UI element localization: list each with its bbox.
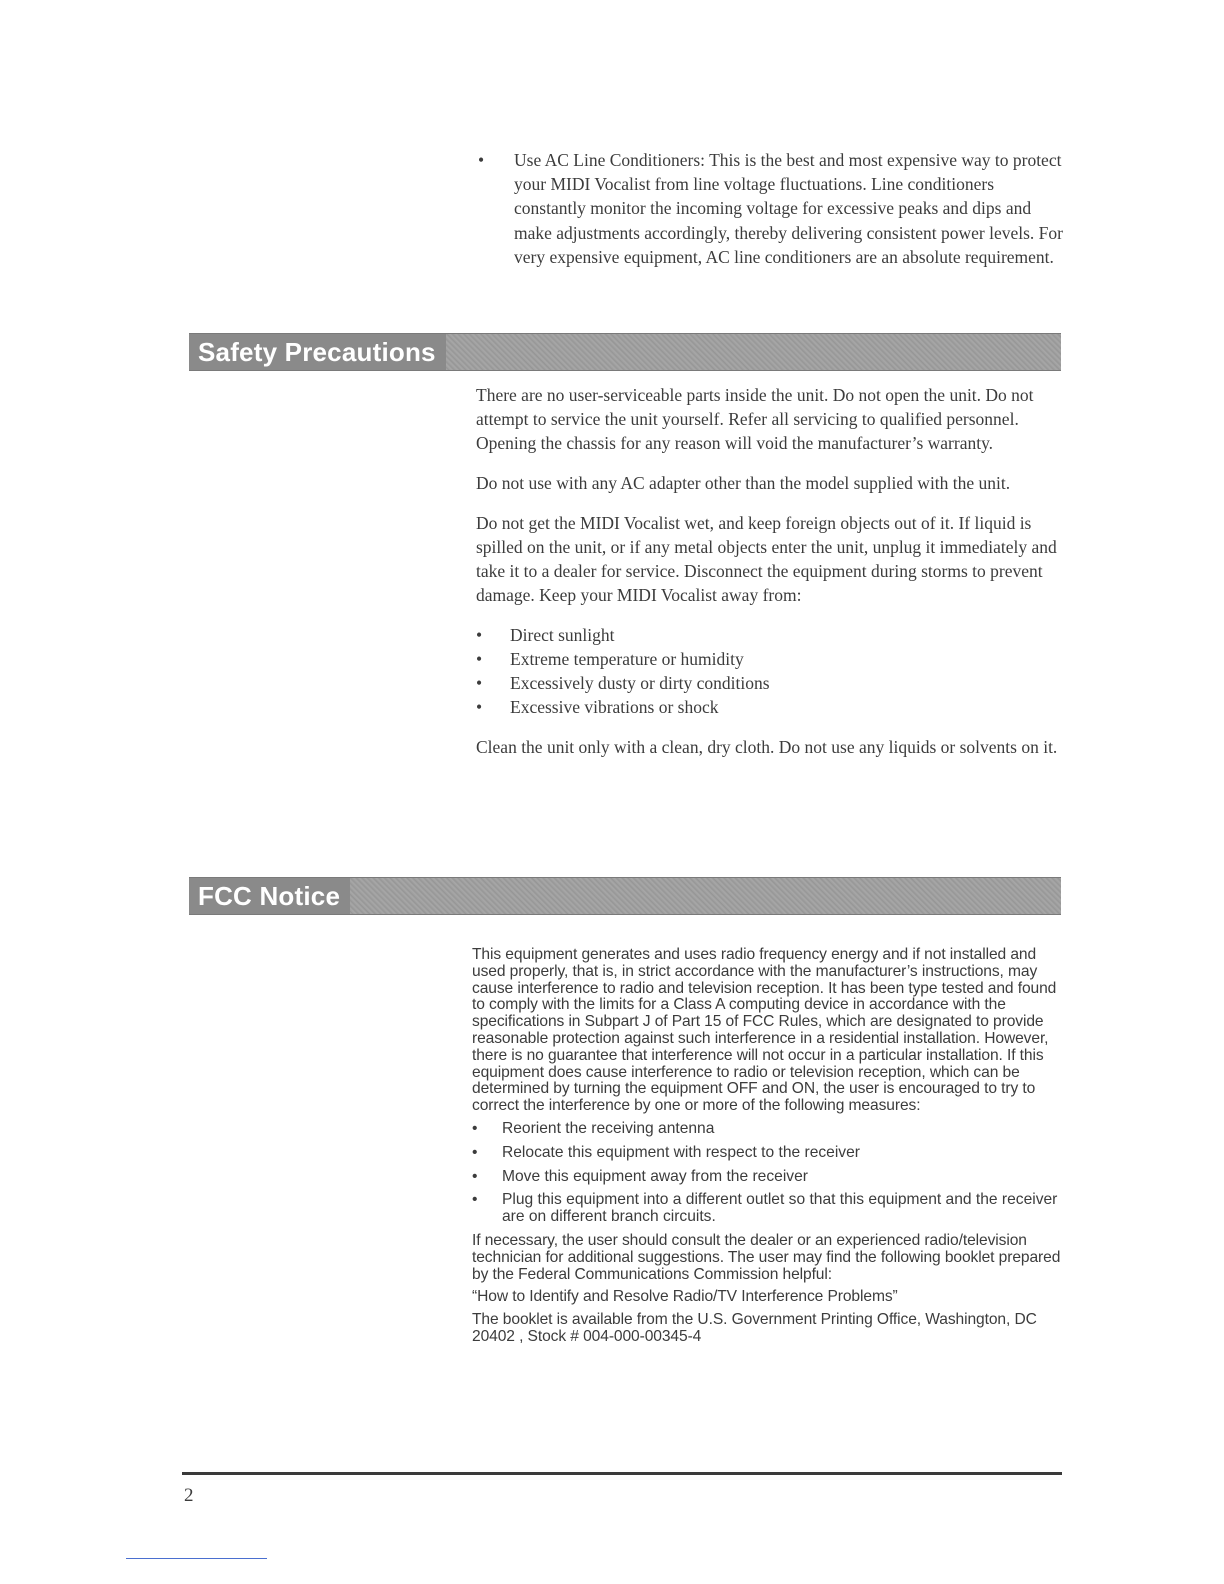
list-item: • Direct sunlight [476, 625, 615, 645]
list-item: • Excessive vibrations or shock [476, 697, 719, 717]
list-item: • Excessively dusty or dirty conditions [476, 673, 770, 693]
fcc-consult-paragraph: If necessary, the user should consult the dealer or an experienced radio/television technician for additional suggestions. The user may find the following booklet prepared by the Federal Communications Commission helpful: [472, 1231, 1061, 1283]
page-number: 2 [184, 1485, 194, 1506]
safety-heading-bar [189, 333, 1061, 371]
intro-bullet-item [478, 148, 1068, 269]
fcc-intro-paragraph: This equipment generates and uses radio frequency energy and if not installed and used properly, that is, in strict accordance with the manufacturer’s instructions, may cause interference to radio and television reception. It has been type tested and found to comply with the limits for a Class A computing device in accordance with the specifications in Subpart J of Part 15 of FCC Rules, which are designated to provide reasonable protection against such interference in a residential installation. However, there is no guarantee that interference will not occur in a particular installation. If this equipment does cause interference to radio or television reception, which can be determined by turning the equipment OFF and ON, the user is encouraged to try to correct the interference by one or more of the following measures: [472, 946, 1057, 1115]
safety-paragraph: Do not get the MIDI Vocalist wet, and keep foreign objects out of it. If liquid is spilled on the unit, or if any metal objects enter the unit, unplug it immediately and take it to a dealer for service. Disconnect the equipment during storms to prevent damage. Keep your MIDI Vocalist away from: [476, 513, 1057, 605]
list-item: • Relocate this equipment with respect to the receiver [472, 1143, 860, 1161]
fcc-availability-paragraph: The booklet is available from the U.S. Government Printing Office, Washington, DC 20402 , Stock # 004-000-00345-4 [472, 1311, 1037, 1345]
list-item: • Move this equipment away from the receiver [472, 1167, 808, 1185]
list-item: • Extreme temperature or humidity [476, 649, 744, 669]
intro-section [478, 148, 1068, 269]
fcc-booklet-title: “How to Identify and Resolve Radio/TV Interference Problems” [472, 1288, 898, 1306]
safety-paragraph: Do not use with any AC adapter other than the model supplied with the unit. [476, 473, 1011, 493]
fcc-section [472, 947, 1062, 1352]
fcc-heading-bar [189, 877, 1061, 915]
safety-hazard-list [476, 623, 1066, 719]
safety-section [476, 383, 1066, 775]
safety-closing-paragraph: Clean the unit only with a clean, dry cloth. Do not use any liquids or solvents on it. [476, 737, 1058, 757]
scan-artifact-line [126, 1558, 267, 1559]
intro-bullet-text: Use AC Line Conditioners: This is the best and most expensive way to protect your MIDI Vocalist from line voltage fluctuations. Line conditioners constantly monitor the incoming voltage for excessive peaks and dips and make adjustments accordingly, thereby delivering consistent power levels. For very expensive equipment, AC line conditioners are an absolute requirement. [514, 150, 1063, 267]
footer-rule [182, 1472, 1062, 1475]
bullet-marker: • [478, 150, 485, 170]
safety-heading: Safety Precautions [198, 336, 436, 367]
fcc-measures-list [472, 1121, 1062, 1226]
safety-paragraph: There are no user-serviceable parts inside the unit. Do not open the unit. Do not attempt to service the unit yourself. Refer all servicing to qualified personnel. Opening the chassis for any reason will void the manufacturer’s warranty. [476, 385, 1034, 453]
list-item: • Plug this equipment into a different outlet so that this equipment and the receiver are on different branch circuits. [472, 1191, 1058, 1226]
list-item: • Reorient the receiving antenna [472, 1119, 715, 1137]
fcc-heading: FCC Notice [198, 880, 341, 911]
